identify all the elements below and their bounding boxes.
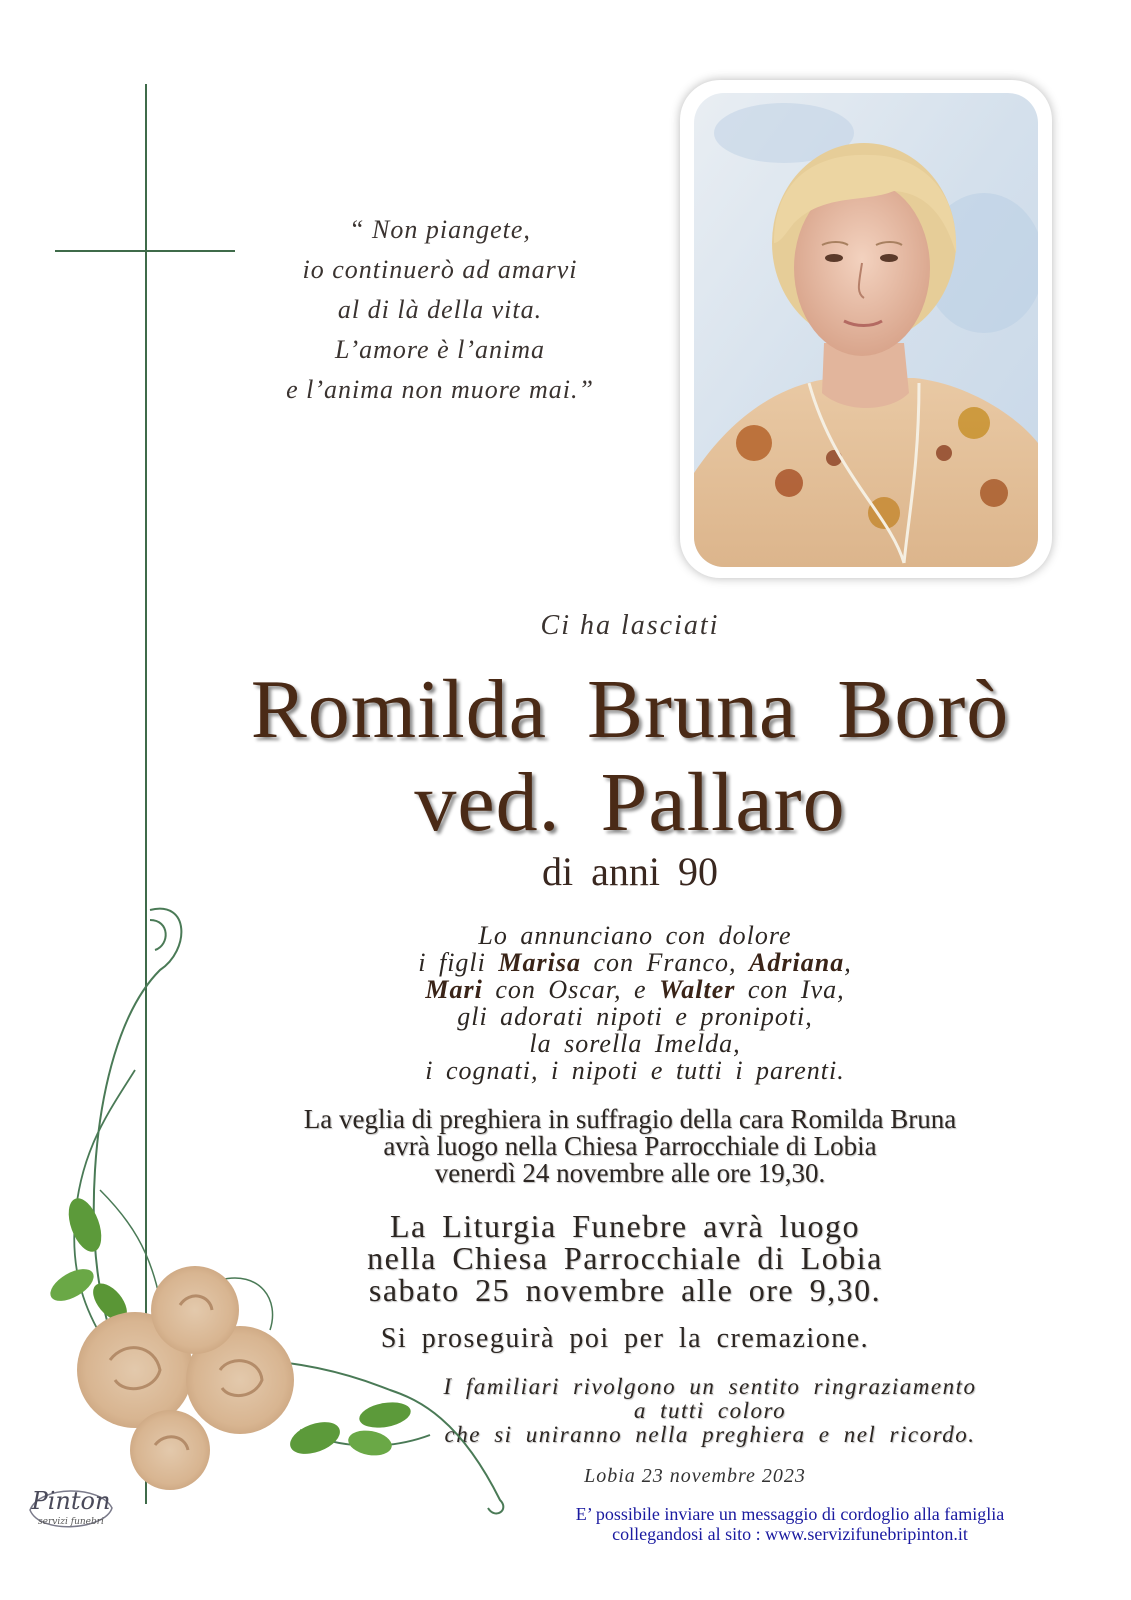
deceased-name: Romilda Bruna Borò: [250, 663, 1010, 756]
announcement-line: gli adorati nipoti e pronipoti,: [457, 1002, 813, 1031]
announcement-line: Lo annunciano con dolore: [478, 921, 792, 950]
child-name: Marisa: [498, 948, 581, 977]
text-fragment: con Franco,: [580, 948, 750, 977]
logo-subtitle: servizi funebri: [38, 1517, 104, 1527]
vigil-line: avrà luogo nella Chiesa Parrocchiale di Lobia: [383, 1131, 877, 1161]
rose-decoration: [40, 890, 560, 1530]
text-fragment: con Iva,: [735, 975, 845, 1004]
vigil-line: La veglia di preghiera in suffragio della cara Romilda Bruna: [303, 1104, 957, 1134]
text-fragment: con Oscar, e: [482, 975, 660, 1004]
logo-name: Pinton: [31, 1487, 111, 1515]
age: di anni 90: [542, 849, 718, 894]
child-name: Walter: [659, 975, 736, 1004]
thanks-line: che si uniranno nella preghiera e nel ricordo.: [444, 1422, 976, 1447]
quote-line: L’amore è l’anima: [334, 335, 546, 364]
deceased-married-name: ved. Pallaro: [414, 756, 846, 849]
condolence-link[interactable]: collegandosi al sito : www.servizifunebripinton.it: [612, 1524, 968, 1544]
text-fragment: ,: [844, 948, 852, 977]
condolence-line: E’ possibile inviare un messaggio di cordoglio alla famiglia: [575, 1504, 1005, 1524]
liturgy-line: sabato 25 novembre alle ore 9,30.: [368, 1272, 882, 1308]
quote-line: al di là della vita.: [337, 295, 543, 324]
vigil-line: venerdì 24 novembre alle ore 19,30.: [434, 1158, 826, 1188]
notice-date: Lobia 23 novembre 2023: [584, 1465, 806, 1487]
quote: [230, 210, 650, 410]
intro-text: Ci ha lasciati: [540, 610, 720, 641]
quote-line: e l’anima non muore mai.”: [286, 375, 594, 404]
quote-line: io continuerò ad amarvi: [302, 255, 578, 284]
thanks-line: I familiari rivolgono un sentito ringraziamento: [443, 1374, 977, 1399]
liturgy-line: nella Chiesa Parrocchiale di Lobia: [367, 1240, 883, 1276]
portrait-photo: [694, 93, 1038, 567]
announcement-line: i cognati, i nipoti e tutti i parenti.: [425, 1056, 845, 1085]
text-fragment: i figli: [418, 948, 499, 977]
thanks-line: a tutti coloro: [633, 1398, 787, 1423]
announcement-line: la sorella Imelda,: [529, 1029, 741, 1058]
condolence-info: [480, 1504, 1100, 1544]
cremation-note: Si proseguirà poi per la cremazione.: [380, 1323, 870, 1354]
quote-line: “ Non piangete,: [349, 215, 531, 244]
liturgy-line: La Liturgia Funebre avrà luogo: [389, 1208, 861, 1244]
cross-horizontal: [55, 250, 235, 252]
child-name: Mari: [425, 975, 483, 1004]
child-name: Adriana: [749, 948, 845, 977]
